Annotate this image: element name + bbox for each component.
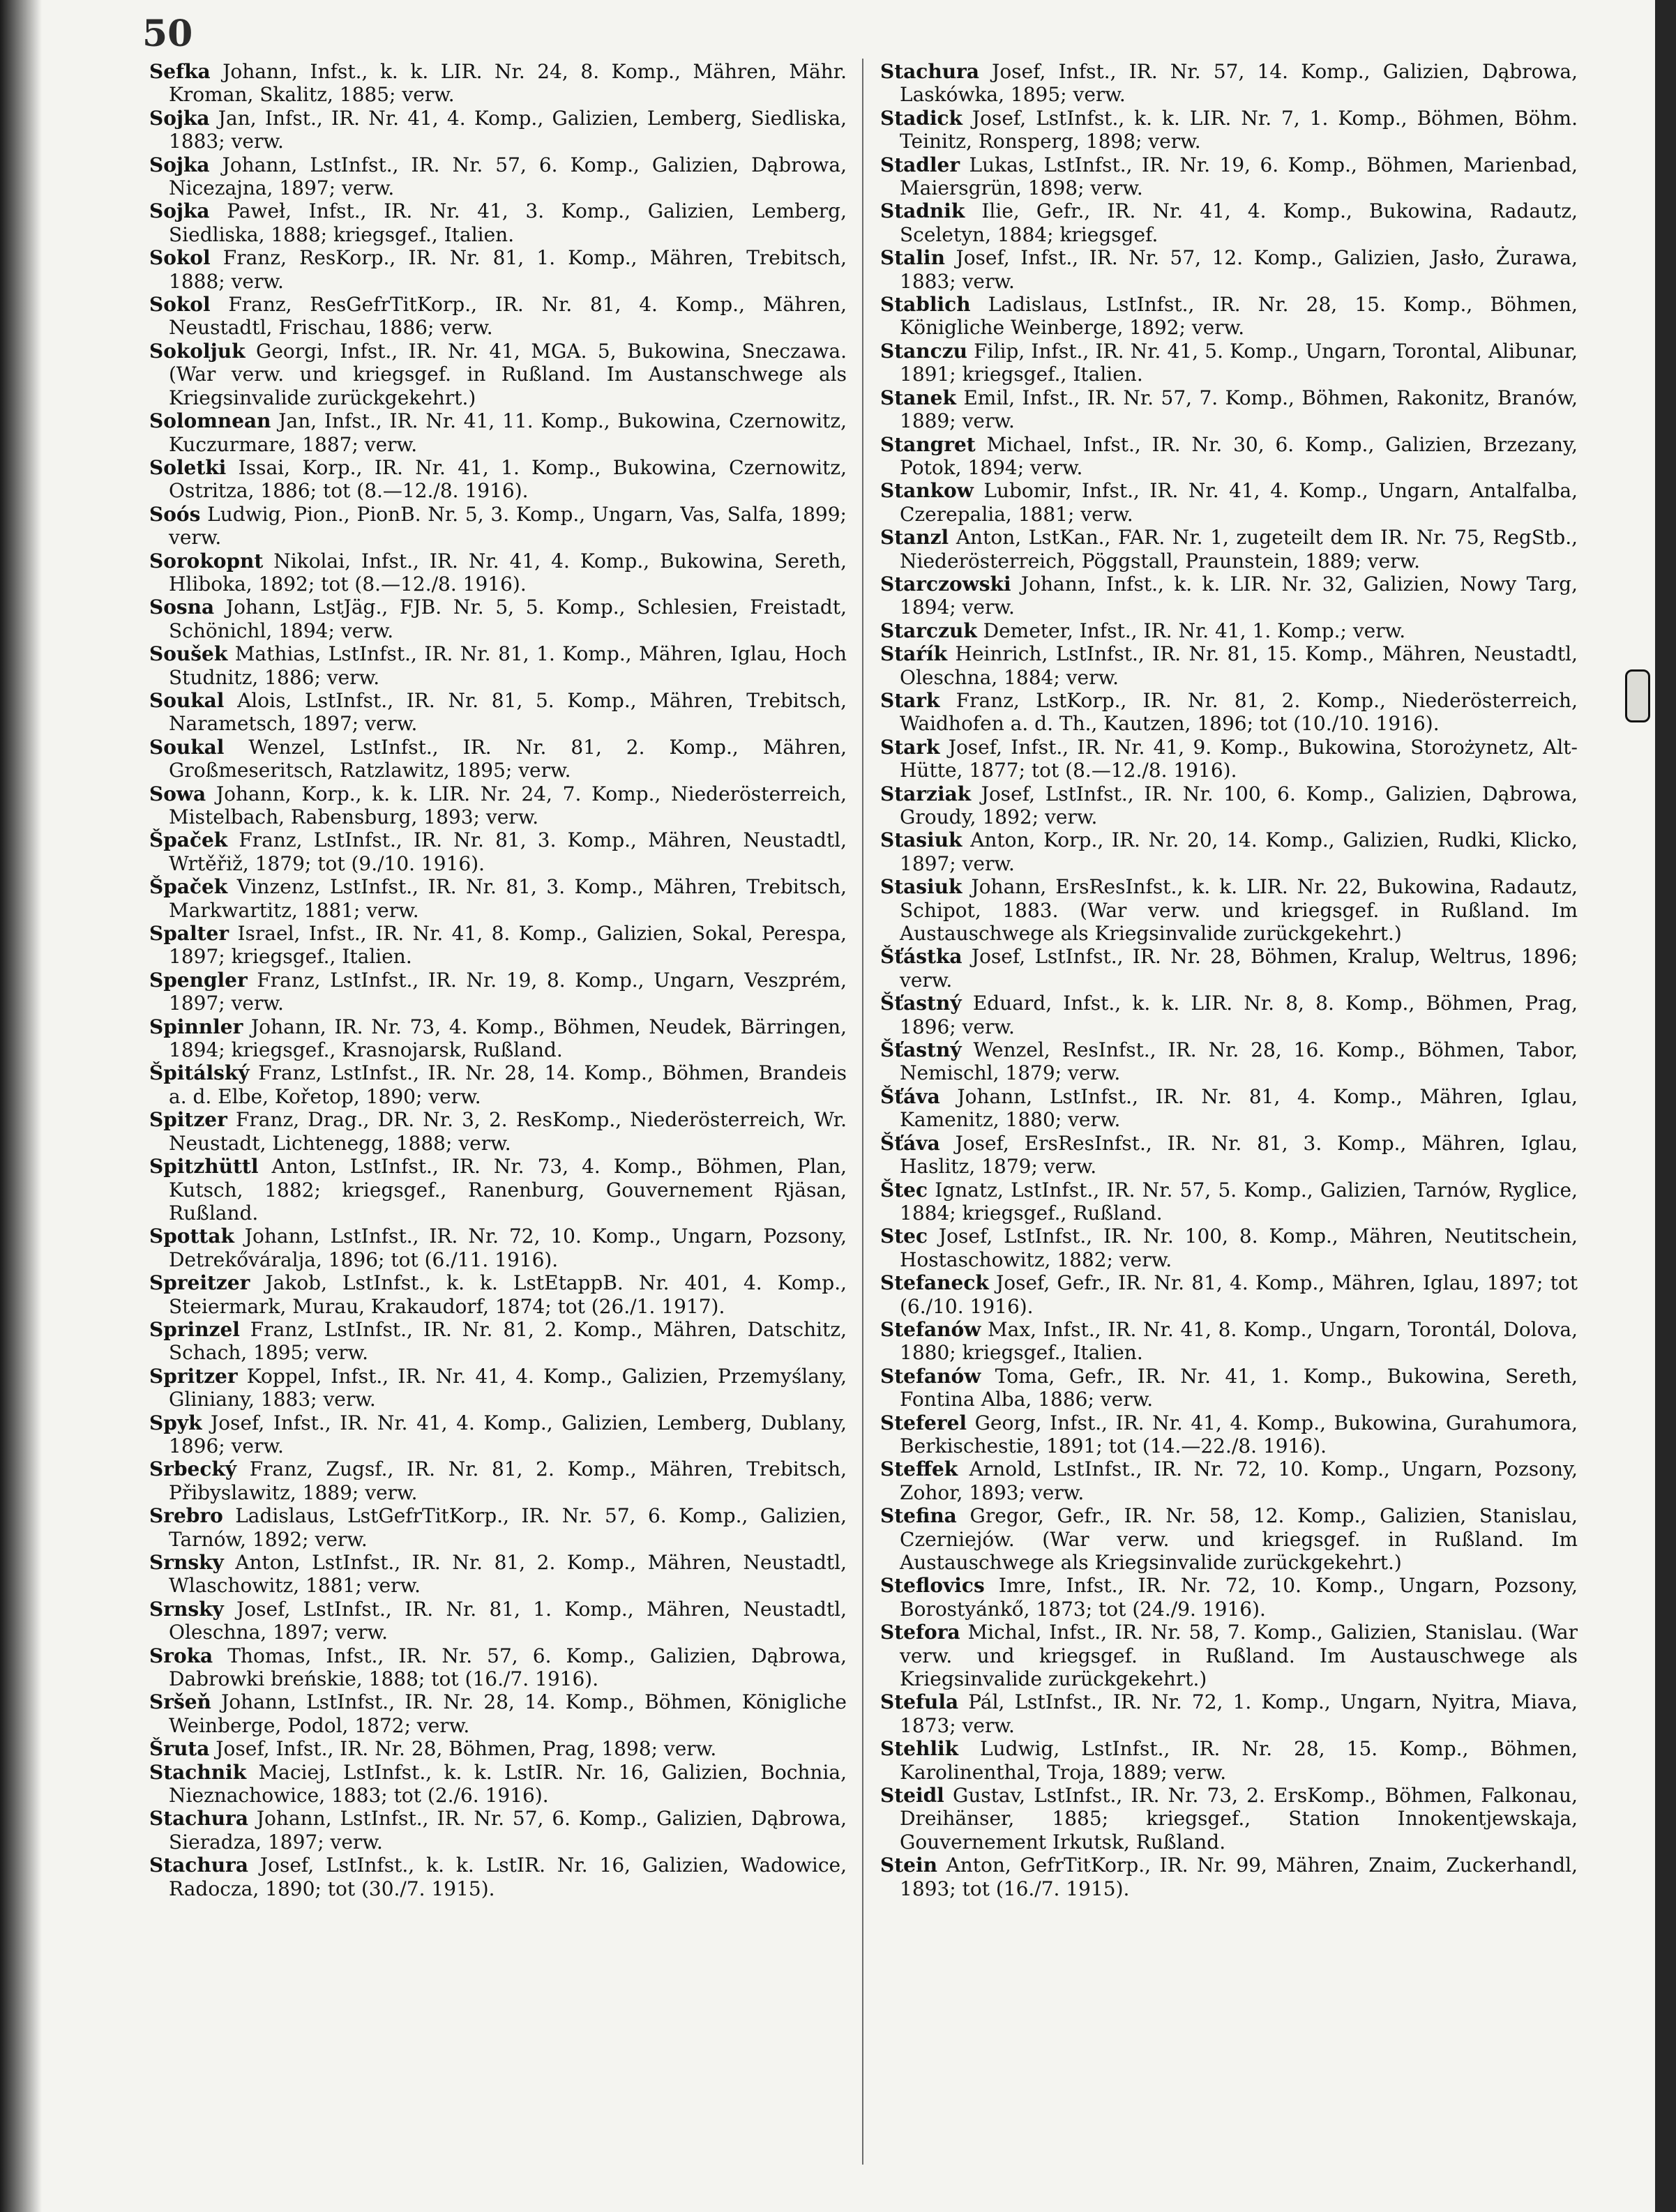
entry-surname: Sroka [149,1644,213,1667]
list-entry [880,1621,1578,1690]
list-entry [149,1737,847,1760]
list-entry [149,922,847,969]
entry-surname: Soušek [149,642,228,666]
entry-details: Emil, Infst., IR. Nr. 57, 7. Komp., Böhmen, Rakonitz, Branów, 1889; verw. [900,386,1578,433]
list-entry [149,875,847,922]
entry-details: Anton, LstInfst., IR. Nr. 81, 2. Komp., Mähren, Neustadtl, Wlaschowitz, 1881; verw. [169,1551,847,1598]
entry-details: Vinzenz, LstInfst., IR. Nr. 81, 3. Komp., Mähren, Trebitsch, Markwartitz, 1881; verw. [169,875,847,922]
entry-surname: Soukal [149,688,225,712]
entry-details: Jan, Infst., IR. Nr. 41, 11. Komp., Bukowina, Czernowitz, Kuczurmare, 1887; verw. [169,409,847,456]
entry-surname: Spottak [149,1225,234,1248]
entry-surname: Stankow [880,479,974,503]
list-entry [880,479,1578,526]
list-entry [880,689,1578,736]
list-entry [149,409,847,456]
list-entry [149,1015,847,1062]
entry-details: Johann, IR. Nr. 73, 4. Komp., Böhmen, Neudek, Bärringen, 1894; kriegsgef., Krasnojarsk, Rußland. [169,1015,847,1062]
entry-details: Josef, ErsResInfst., IR. Nr. 81, 3. Komp., Mähren, Iglau, Haslitz, 1879; verw. [900,1131,1578,1179]
entry-surname: Spalter [149,922,229,946]
entry-details: Josef, LstInfst., IR. Nr. 81, 1. Komp., Mähren, Neustadtl, Oleschna, 1897; verw. [169,1597,847,1644]
entry-surname: Sefka [149,60,211,83]
list-entry [880,1854,1578,1900]
entry-surname: Stasiuk [880,828,962,852]
list-entry [149,689,847,736]
list-entry [880,1457,1578,1504]
entry-surname: Spengler [149,968,248,992]
entry-surname: Špaček [149,875,228,899]
entry-surname: Sojka [149,106,210,130]
list-entry [149,456,847,503]
entry-details: Demeter, Infst., IR. Nr. 41, 1. Komp.; verw. [976,619,1406,642]
list-entry [880,1784,1578,1854]
entry-details: Jakob, LstInfst., k. k. LstEtappB. Nr. 401, 4. Komp., Steiermark, Murau, Krakaudorf, 1874; tot (26./1. 1917). [169,1271,847,1318]
entry-details: Anton, LstInfst., IR. Nr. 73, 4. Komp., Böhmen, Plan, Kutsch, 1882; kriegsgef., Ranenburg, Gouvernement Rjäsan, Rußland. [169,1155,847,1225]
entry-details: Anton, Korp., IR. Nr. 20, 14. Komp., Galizien, Rudki, Klicko, 1897; verw. [900,828,1578,875]
list-entry [880,433,1578,480]
entry-surname: Srnsky [149,1551,224,1574]
entry-surname: Stefanów [880,1364,981,1388]
entry-details: Heinrich, LstInfst., IR. Nr. 81, 15. Komp., Mähren, Neustadtl, Oleschna, 1884; verw. [900,642,1578,689]
entry-details: Georg, Infst., IR. Nr. 41, 4. Komp., Bukowina, Gurahumora, Berkischestie, 1891; tot (14.—22./8. 1916). [900,1411,1578,1457]
entry-surname: Sorokopnt [149,549,264,573]
list-entry [880,1574,1578,1621]
entry-details: Gustav, LstInfst., IR. Nr. 73, 2. ErsKomp., Böhmen, Falkonau, Dreihänser, 1885; kriegsgef., Station Innokentjewskaja, Gouvernement Irkutsk, Rußland. [900,1784,1578,1854]
list-entry [149,550,847,596]
list-entry [149,1551,847,1598]
entry-surname: Stark [880,688,940,712]
entry-details: Franz, Zugsf., IR. Nr. 81, 2. Komp., Mähren, Trebitsch, Přibyslawitz, 1889; verw. [169,1457,847,1504]
entry-details: Franz, LstInfst., IR. Nr. 19, 8. Komp., Ungarn, Veszprém, 1897; verw. [169,968,847,1015]
entry-surname: Starczowski [880,572,1011,596]
list-entry [880,992,1578,1038]
list-entry [149,782,847,829]
entry-details: Josef, Infst., IR. Nr. 57, 12. Komp., Galizien, Jasło, Żurawa, 1883; verw. [900,246,1578,293]
list-entry [880,340,1578,386]
entry-surname: Stec [880,1225,928,1248]
column-divider [862,59,863,2165]
list-entry [149,1598,847,1644]
list-entry [149,246,847,293]
entry-surname: Srnsky [149,1597,224,1621]
entry-details: Franz, LstInfst., IR. Nr. 81, 3. Komp., Mähren, Neustadtl, Wrtěřiž, 1879; tot (9./10. 1916). [169,828,847,875]
list-entry [880,1038,1578,1085]
entry-details: Thomas, Infst., IR. Nr. 57, 6. Komp., Galizien, Dąbrowa, Dabrowki breńskie, 1888; tot (16./7. 1916). [169,1644,847,1691]
list-entry [880,1085,1578,1132]
entry-details: Filip, Infst., IR. Nr. 41, 5. Komp., Ungarn, Torontal, Alibunar, 1891; kriegsgef., Italien. [900,339,1578,386]
list-entry [880,1690,1578,1737]
list-entry [149,1365,847,1411]
entry-details: Johann, LstInfst., IR. Nr. 57, 6. Komp., Galizien, Dąbrowa, Nicezajna, 1897; verw. [169,153,847,200]
entry-surname: Starziak [880,782,972,805]
entry-surname: Soukal [149,735,225,759]
entry-details: Jan, Infst., IR. Nr. 41, 4. Komp., Galizien, Lemberg, Siedliska, 1883; verw. [169,106,847,153]
entry-surname: Šťáva [880,1084,940,1108]
binding-clip-icon [1625,669,1650,722]
entry-details: Josef, Gefr., IR. Nr. 81, 4. Komp., Mähren, Iglau, 1897; tot (6./10. 1916). [900,1271,1578,1318]
list-entry [149,828,847,875]
entry-details: Georgi, Infst., IR. Nr. 41, MGA. 5, Bukowina, Sneczawa. (War verw. und kriegsgef. in Rußland. Im Austanschwege als Kriegsinvalide zurückgekehrt.) [169,339,847,409]
list-entry [149,1807,847,1854]
entry-details: Imre, Infst., IR. Nr. 72, 10. Komp., Ungarn, Pozsony, Borostyánkő, 1873; tot (24./9. 1916). [900,1574,1578,1621]
entry-surname: Spitzer [149,1108,227,1132]
list-entry [880,875,1578,945]
list-entry [149,642,847,689]
list-entry [149,1457,847,1504]
entry-details: Johann, LstInfst., IR. Nr. 72, 10. Komp., Ungarn, Pozsony, Detrekőváralja, 1896; tot (6./11. 1916). [169,1225,847,1271]
entry-surname: Soós [149,502,201,526]
entry-details: Johann, LstInfst., IR. Nr. 81, 4. Komp., Mähren, Iglau, Kamenitz, 1880; verw. [900,1084,1578,1132]
entry-details: Anton, LstKan., FAR. Nr. 1, zugeteilt dem IR. Nr. 75, RegStb., Niederösterreich, Pöggstall, Praunstein, 1889; verw. [900,526,1578,573]
entry-details: Toma, Gefr., IR. Nr. 41, 1. Komp., Bukowina, Sereth, Fontina Alba, 1886; verw. [900,1364,1578,1411]
entry-surname: Stachura [149,1854,248,1877]
list-entry [880,199,1578,246]
entry-details: Josef, Infst., IR. Nr. 57, 14. Komp., Galizien, Dąbrowa, Laskówka, 1895; verw. [900,60,1578,107]
list-entry [880,60,1578,107]
list-entry [880,386,1578,433]
entry-surname: Stefina [880,1504,957,1528]
list-entry [880,107,1578,153]
entry-surname: Sršeň [149,1690,211,1714]
list-entry [880,1365,1578,1411]
entry-surname: Sowa [149,782,206,805]
entry-surname: Sokoljuk [149,339,246,363]
entry-details: Alois, LstInfst., IR. Nr. 81, 5. Komp., Mähren, Trebitsch, Narametsch, 1897; verw. [169,688,847,736]
list-entry [149,1271,847,1318]
entry-details: Josef, LstInfst., k. k. LstIR. Nr. 16, Galizien, Wadowice, Radocza, 1890; tot (30./7. 1915). [169,1854,847,1900]
list-entry [149,1644,847,1691]
list-entry [880,642,1578,689]
entry-details: Max, Infst., IR. Nr. 41, 8. Komp., Ungarn, Torontál, Dolova, 1880; kriegsgef., Italien. [900,1317,1578,1365]
entry-details: Wenzel, ResInfst., IR. Nr. 28, 16. Komp., Böhmen, Tabor, Nemischl, 1879; verw. [900,1038,1578,1085]
list-entry [880,153,1578,200]
entry-surname: Štec [880,1178,928,1202]
entry-surname: Šťástka [880,945,962,969]
list-entry [149,1690,847,1737]
entry-details: Johann, Infst., k. k. LIR. Nr. 32, Galizien, Nowy Targ, 1894; verw. [900,572,1578,619]
entry-details: Franz, ResGefrTitKorp., IR. Nr. 81, 4. Komp., Mähren, Neustadtl, Frischau, 1886; verw. [169,293,847,340]
entry-details: Johann, LstInfst., IR. Nr. 57, 6. Komp., Galizien, Dąbrowa, Sieradza, 1897; verw. [169,1807,847,1854]
entry-surname: Špitálský [149,1061,250,1085]
list-entry [149,293,847,340]
entry-surname: Staŕík [880,642,948,666]
list-entry [880,1318,1578,1365]
entry-surname: Sokol [149,246,211,270]
entry-surname: Stein [880,1854,937,1877]
entry-details: Franz, LstInfst., IR. Nr. 81, 2. Komp., Mähren, Datschitz, Schach, 1895; verw. [169,1317,847,1365]
entry-surname: Šťastný [880,992,962,1015]
list-entry [880,1179,1578,1225]
list-entry [880,246,1578,293]
entry-details: Johann, LstJäg., FJB. Nr. 5, 5. Komp., Schlesien, Freistadt, Schönichl, 1894; verw. [169,596,847,642]
list-entry [880,1132,1578,1179]
entry-details: Issai, Korp., IR. Nr. 41, 1. Komp., Bukowina, Czernowitz, Ostritza, 1886; tot (8.—12./8. 1916). [169,455,847,503]
entry-surname: Soletki [149,455,227,479]
entry-surname: Srebro [149,1504,223,1528]
entry-surname: Šťáva [880,1131,940,1155]
entry-details: Johann, Korp., k. k. LIR. Nr. 24, 7. Komp., Niederösterreich, Mistelbach, Rabensburg, 1893; verw. [169,782,847,828]
entry-details: Israel, Infst., IR. Nr. 41, 8. Komp., Galizien, Sokal, Perespa, 1897; kriegsgef., Italien. [169,922,847,969]
list-entry [880,1225,1578,1271]
page-number: 50 [142,13,193,55]
entry-details: Paweł, Infst., IR. Nr. 41, 3. Komp., Galizien, Lemberg, Siedliska, 1888; kriegsgef., Italien. [169,199,847,246]
entry-surname: Stehlik [880,1737,958,1761]
list-entry [149,1225,847,1271]
list-entry [149,1411,847,1458]
scan-edge-right [1655,0,1676,2212]
entry-details: Johann, ErsResInfst., k. k. LIR. Nr. 22, Bukowina, Radautz, Schipot, 1883. (War verw. und kriegsgef. in Rußland. Im Austauschwege als Kriegsinvalide zurückgekehrt.) [900,875,1578,946]
entry-surname: Sosna [149,596,215,619]
entry-surname: Stanzl [880,526,949,550]
list-entry [149,1155,847,1225]
list-entry [149,1504,847,1551]
list-entry [149,1061,847,1108]
entry-details: Lubomir, Infst., IR. Nr. 41, 4. Komp., Ungarn, Antalfalba, Czerepalia, 1881; verw. [900,479,1578,526]
entry-details: Mathias, LstInfst., IR. Nr. 81, 1. Komp., Mähren, Iglau, Hoch Studnitz, 1886; verw. [169,642,847,689]
list-entry [880,526,1578,573]
entry-surname: Steferel [880,1411,967,1434]
entry-surname: Steflovics [880,1574,985,1598]
list-entry [149,340,847,409]
entry-details: Johann, Infst., k. k. LIR. Nr. 24, 8. Komp., Mähren, Mähr. Kroman, Skalitz, 1885; verw. [169,60,847,107]
left-column [149,60,847,1900]
entry-surname: Solomnean [149,409,271,433]
entry-details: Franz, ResKorp., IR. Nr. 81, 1. Komp., Mähren, Trebitsch, 1888; verw. [169,246,847,293]
entry-details: Koppel, Infst., IR. Nr. 41, 4. Komp., Galizien, Przemyślany, Gliniany, 1883; verw. [169,1364,847,1411]
entry-surname: Špaček [149,828,228,852]
entry-details: Josef, Infst., IR. Nr. 41, 9. Komp., Bukowina, Storożynetz, Alt-Hütte, 1877; tot (8.—12./8. 1916). [900,735,1578,782]
list-entry [149,1318,847,1365]
entry-surname: Spinnler [149,1015,243,1038]
list-entry [880,828,1578,875]
entry-surname: Stachnik [149,1760,247,1784]
entry-details: Arnold, LstInfst., IR. Nr. 72, 10. Komp., Ungarn, Pozsony, Zohor, 1893; verw. [900,1457,1578,1504]
entry-surname: Starczuk [880,619,977,642]
list-entry [880,293,1578,340]
entry-details: Michael, Infst., IR. Nr. 30, 6. Komp., Galizien, Brzezany, Potok, 1894; verw. [900,432,1578,479]
scan-shadow-left [0,0,42,2212]
entry-surname: Stasiuk [880,875,962,899]
entry-surname: Stefula [880,1690,959,1714]
entry-surname: Sokol [149,293,211,317]
list-entry [880,736,1578,782]
entry-surname: Stark [880,735,940,759]
right-column [880,60,1578,1900]
entry-details: Pál, LstInfst., IR. Nr. 72, 1. Komp., Ungarn, Nyitra, Miava, 1873; verw. [900,1690,1578,1737]
entry-surname: Steffek [880,1457,958,1481]
list-entry [880,945,1578,992]
entry-surname: Stachura [880,60,979,83]
entry-details: Ilie, Gefr., IR. Nr. 41, 4. Komp., Bukowina, Radautz, Sceletyn, 1884; kriegsgef. [900,199,1578,246]
list-entry [149,199,847,246]
entry-surname: Sprinzel [149,1317,240,1341]
entry-details: Josef, LstInfst., k. k. LIR. Nr. 7, 1. Komp., Böhmen, Böhm. Teinitz, Ronsperg, 1898; verw. [900,106,1578,153]
entry-details: Eduard, Infst., k. k. LIR. Nr. 8, 8. Komp., Böhmen, Prag, 1896; verw. [900,992,1578,1038]
entry-surname: Spitzhüttl [149,1155,259,1179]
entry-surname: Šťastný [880,1038,962,1062]
entry-details: Lukas, LstInfst., IR. Nr. 19, 6. Komp., Böhmen, Marienbad, Maiersgrün, 1898; verw. [900,153,1578,200]
list-entry [880,619,1578,642]
entry-surname: Šruta [149,1737,210,1761]
list-entry [880,1411,1578,1458]
entry-details: Josef, LstInfst., IR. Nr. 100, 6. Komp., Galizien, Dąbrowa, Groudy, 1892; verw. [900,782,1578,828]
list-entry [149,60,847,107]
entry-surname: Spyk [149,1411,202,1434]
entry-surname: Sojka [149,153,210,176]
entry-details: Maciej, LstInfst., k. k. LstIR. Nr. 16, Galizien, Bochnia, Nieznachowice, 1883; tot (2./6. 1916). [169,1760,847,1808]
entry-surname: Stefaneck [880,1271,989,1295]
entry-details: Ladislaus, LstGefrTitKorp., IR. Nr. 57, 6. Komp., Galizien, Tarnów, 1892; verw. [169,1504,847,1551]
entry-details: Franz, LstKorp., IR. Nr. 81, 2. Komp., Niederösterreich, Waidhofen a. d. Th., Kautzen, 1896; tot (10./10. 1916). [900,688,1578,736]
entry-details: Josef, LstInfst., IR. Nr. 100, 8. Komp., Mähren, Neutitschein, Hostaschowitz, 1882; verw. [900,1225,1578,1271]
entry-surname: Spreitzer [149,1271,250,1295]
entry-surname: Stefora [880,1621,960,1644]
entry-surname: Stalin [880,246,945,270]
list-entry [149,969,847,1015]
entry-details: Michal, Infst., IR. Nr. 58, 7. Komp., Galizien, Stanislau. (War verw. und kriegsgef. in Rußland. Im Austauschwege als Kriegsinvalide zurückgekehrt.) [900,1621,1578,1691]
entry-surname: Stadick [880,106,962,130]
entry-surname: Stanek [880,386,956,409]
entry-surname: Stachura [149,1807,248,1831]
entry-surname: Stanczu [880,339,967,363]
list-entry [880,1504,1578,1574]
list-entry [880,1271,1578,1318]
entry-details: Gregor, Gefr., IR. Nr. 58, 12. Komp., Galizien, Stanislau, Czerniejów. (War verw. und kriegsgef. in Rußland. Im Austauschwege als Kriegsinvalide zurückgekehrt.) [900,1504,1578,1574]
entry-details: Wenzel, LstInfst., IR. Nr. 81, 2. Komp., Mähren, Großmeseritsch, Ratzlawitz, 1895; verw. [169,735,847,782]
entry-details: Josef, LstInfst., IR. Nr. 28, Böhmen, Kralup, Weltrus, 1896; verw. [900,945,1578,992]
entry-details: Ignatz, LstInfst., IR. Nr. 57, 5. Komp., Galizien, Tarnów, Ryglice, 1884; kriegsgef., Rußland. [900,1178,1578,1225]
entry-surname: Sojka [149,199,210,223]
entry-surname: Spritzer [149,1364,238,1388]
list-entry [149,736,847,782]
entry-details: Ludwig, Pion., PionB. Nr. 5, 3. Komp., Ungarn, Vas, Salfa, 1899; verw. [169,502,847,550]
list-entry [880,573,1578,619]
entry-surname: Stadnik [880,199,965,223]
list-entry [149,596,847,642]
list-entry [880,782,1578,829]
entry-surname: Stefanów [880,1317,981,1341]
entry-details: Franz, LstInfst., IR. Nr. 28, 14. Komp., Böhmen, Brandeis a. d. Elbe, Kořetop, 1890; verw. [169,1061,847,1108]
entry-details: Josef, Infst., IR. Nr. 28, Böhmen, Prag, 1898; verw. [209,1737,717,1761]
entry-surname: Stangret [880,432,976,456]
entry-details: Franz, Drag., DR. Nr. 3, 2. ResKomp., Niederösterreich, Wr. Neustadt, Lichtenegg, 1888; verw. [169,1108,847,1155]
entry-details: Ladislaus, LstInfst., IR. Nr. 28, 15. Komp., Böhmen, Königliche Weinberge, 1892; verw. [900,293,1578,340]
list-entry [149,1761,847,1808]
entry-surname: Srbecký [149,1457,237,1481]
entry-details: Johann, LstInfst., IR. Nr. 28, 14. Komp., Böhmen, Königliche Weinberge, Podol, 1872; verw. [169,1690,847,1737]
entry-details: Josef, Infst., IR. Nr. 41, 4. Komp., Galizien, Lemberg, Dublany, 1896; verw. [169,1411,847,1457]
entry-details: Anton, GefrTitKorp., IR. Nr. 99, Mähren, Znaim, Zuckerhandl, 1893; tot (16./7. 1915). [900,1854,1578,1900]
list-entry [880,1737,1578,1784]
list-entry [149,107,847,153]
entry-surname: Stablich [880,293,971,317]
list-entry [149,503,847,550]
entry-surname: Stadler [880,153,960,176]
entry-details: Nikolai, Infst., IR. Nr. 41, 4. Komp., Bukowina, Sereth, Hliboka, 1892; tot (8.—12./8. 1916). [169,549,847,596]
list-entry [149,153,847,200]
list-entry [149,1854,847,1900]
list-entry [149,1108,847,1155]
entry-details: Ludwig, LstInfst., IR. Nr. 28, 15. Komp., Böhmen, Karolinenthal, Troja, 1889; verw. [900,1737,1578,1784]
entry-surname: Steidl [880,1784,944,1808]
